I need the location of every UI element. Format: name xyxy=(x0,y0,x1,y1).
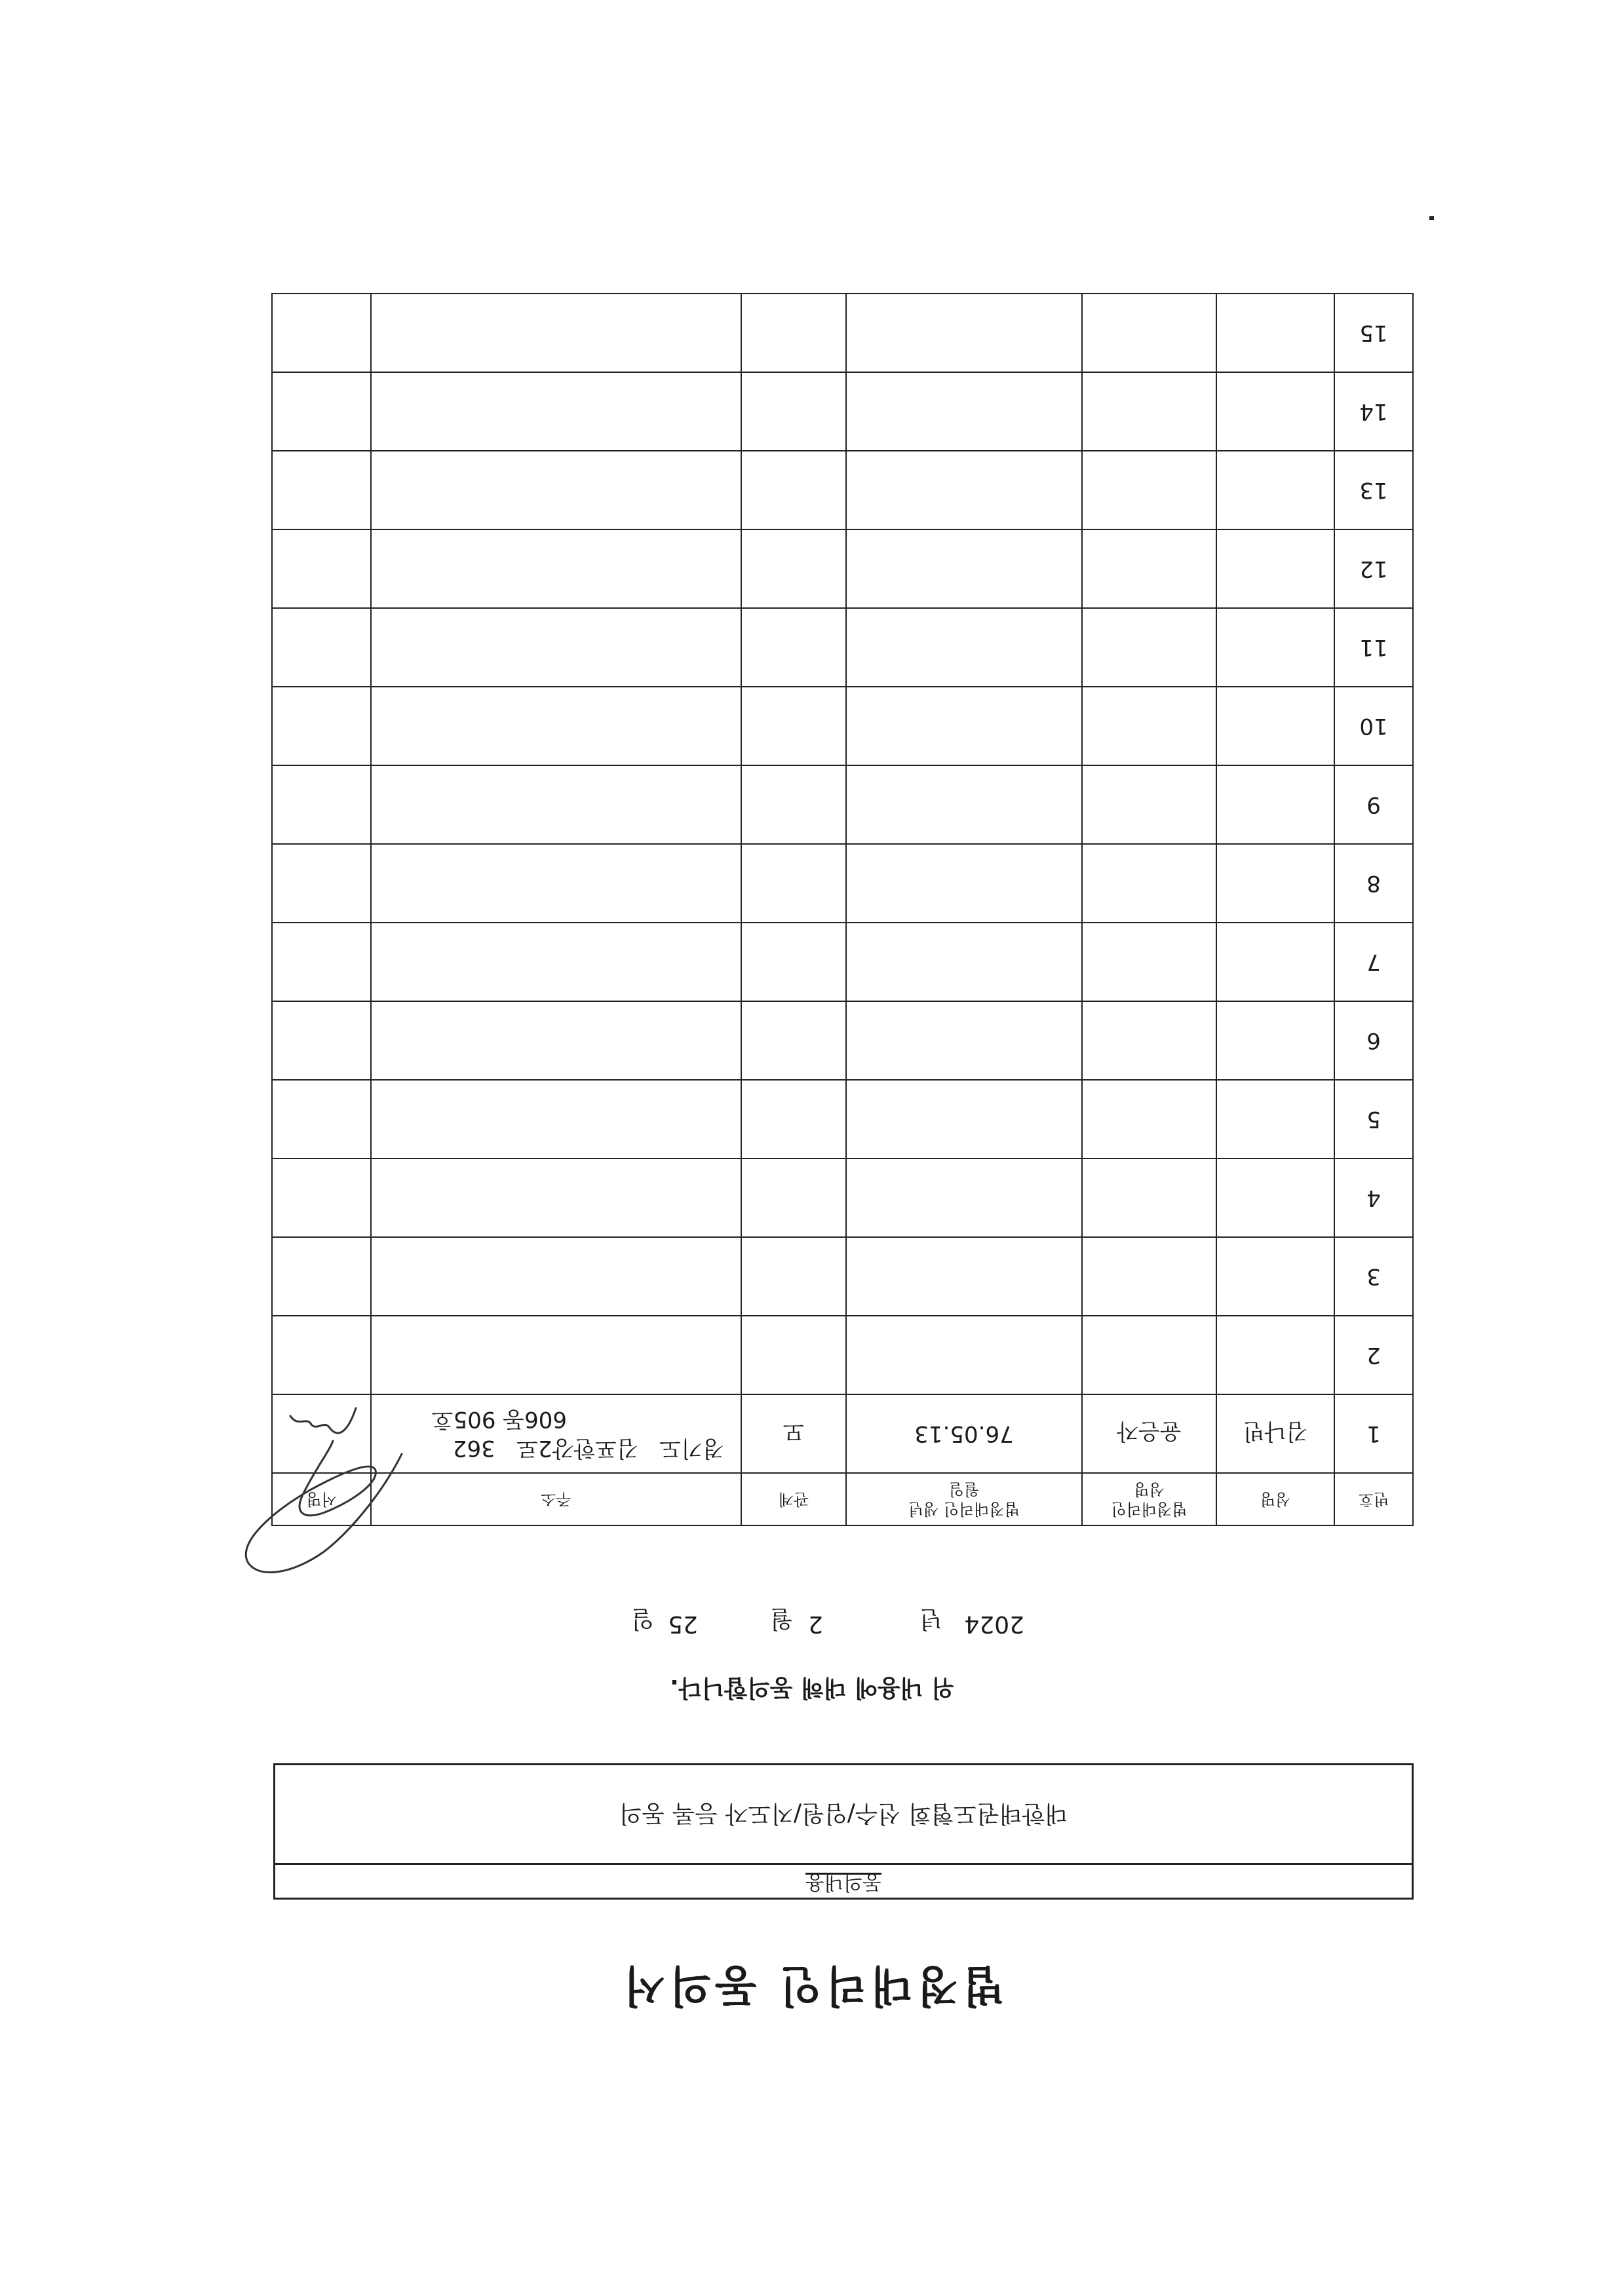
header-relation: 관계 xyxy=(741,1473,846,1525)
date-year: 2024 xyxy=(964,1611,1024,1637)
row-no: 4 xyxy=(1334,1158,1413,1237)
header-signature: 서명 xyxy=(272,1473,371,1525)
table-header-row xyxy=(272,1473,1413,1525)
row-address-line2: 606동 905호 xyxy=(431,1406,567,1432)
date-month: 2 xyxy=(808,1611,823,1637)
row-relation: 모 xyxy=(741,1394,846,1473)
header-address: 주소 xyxy=(371,1473,741,1525)
row-guardian-name: 윤은자 xyxy=(1082,1394,1216,1473)
consent-header: 동의내용 xyxy=(275,1863,1412,1898)
header-name: 성명 xyxy=(1216,1473,1334,1525)
document-title: 법정대리인 동의서 xyxy=(619,1961,1005,2011)
table-row xyxy=(272,844,1413,923)
row-no: 10 xyxy=(1334,687,1413,765)
table-row xyxy=(272,1158,1413,1237)
consent-box xyxy=(273,1763,1414,1900)
date-year-unit: 년 xyxy=(919,1605,942,1632)
row-no: 2 xyxy=(1334,1316,1413,1394)
row-no: 11 xyxy=(1334,608,1413,687)
table-row xyxy=(272,687,1413,765)
row-no: 12 xyxy=(1334,529,1413,608)
date-day: 25 xyxy=(668,1611,698,1637)
row-no: 9 xyxy=(1334,765,1413,844)
row-guardian-dob: 76.05.13 xyxy=(846,1394,1082,1473)
table-row xyxy=(272,451,1413,529)
header-guardian-dob: 법정대리인 생년월일 xyxy=(846,1473,1082,1525)
row-no: 14 xyxy=(1334,372,1413,451)
table-row xyxy=(272,1001,1413,1080)
table-row xyxy=(272,765,1413,844)
date-day-unit: 일 xyxy=(631,1605,654,1632)
handwritten-signature xyxy=(225,1388,421,1624)
consent-body: 대한태권도협회 선수/임원/지도자 등록 동의 xyxy=(619,1800,1068,1827)
table-row xyxy=(272,372,1413,451)
row-no: 13 xyxy=(1334,451,1413,529)
row-no: 5 xyxy=(1334,1080,1413,1158)
table-row xyxy=(272,608,1413,687)
date-month-unit: 월 xyxy=(770,1605,793,1632)
row-address xyxy=(371,1394,741,1473)
table-row xyxy=(272,1237,1413,1316)
row-no: 6 xyxy=(1334,1001,1413,1080)
header-guardian-name: 법정대리인 성명 xyxy=(1082,1473,1216,1525)
table-row xyxy=(272,923,1413,1001)
guardian-table xyxy=(271,293,1414,1526)
table-row xyxy=(272,1394,1413,1473)
table-row xyxy=(272,1080,1413,1158)
row-no: 1 xyxy=(1334,1394,1413,1473)
row-name: 김나빈 xyxy=(1216,1394,1334,1473)
row-no: 8 xyxy=(1334,844,1413,923)
header-no: 번호 xyxy=(1334,1473,1413,1525)
table-row xyxy=(272,294,1413,372)
scan-speck xyxy=(1429,216,1434,220)
agree-statement: 위 내용에 대해 동의합니다. xyxy=(670,1674,954,1701)
row-no: 7 xyxy=(1334,923,1413,1001)
row-no: 15 xyxy=(1334,294,1413,372)
table-row xyxy=(272,529,1413,608)
table-row xyxy=(272,1316,1413,1394)
row-address-line1: 경기도 김포한강2로 362 xyxy=(452,1435,724,1461)
row-no: 3 xyxy=(1334,1237,1413,1316)
